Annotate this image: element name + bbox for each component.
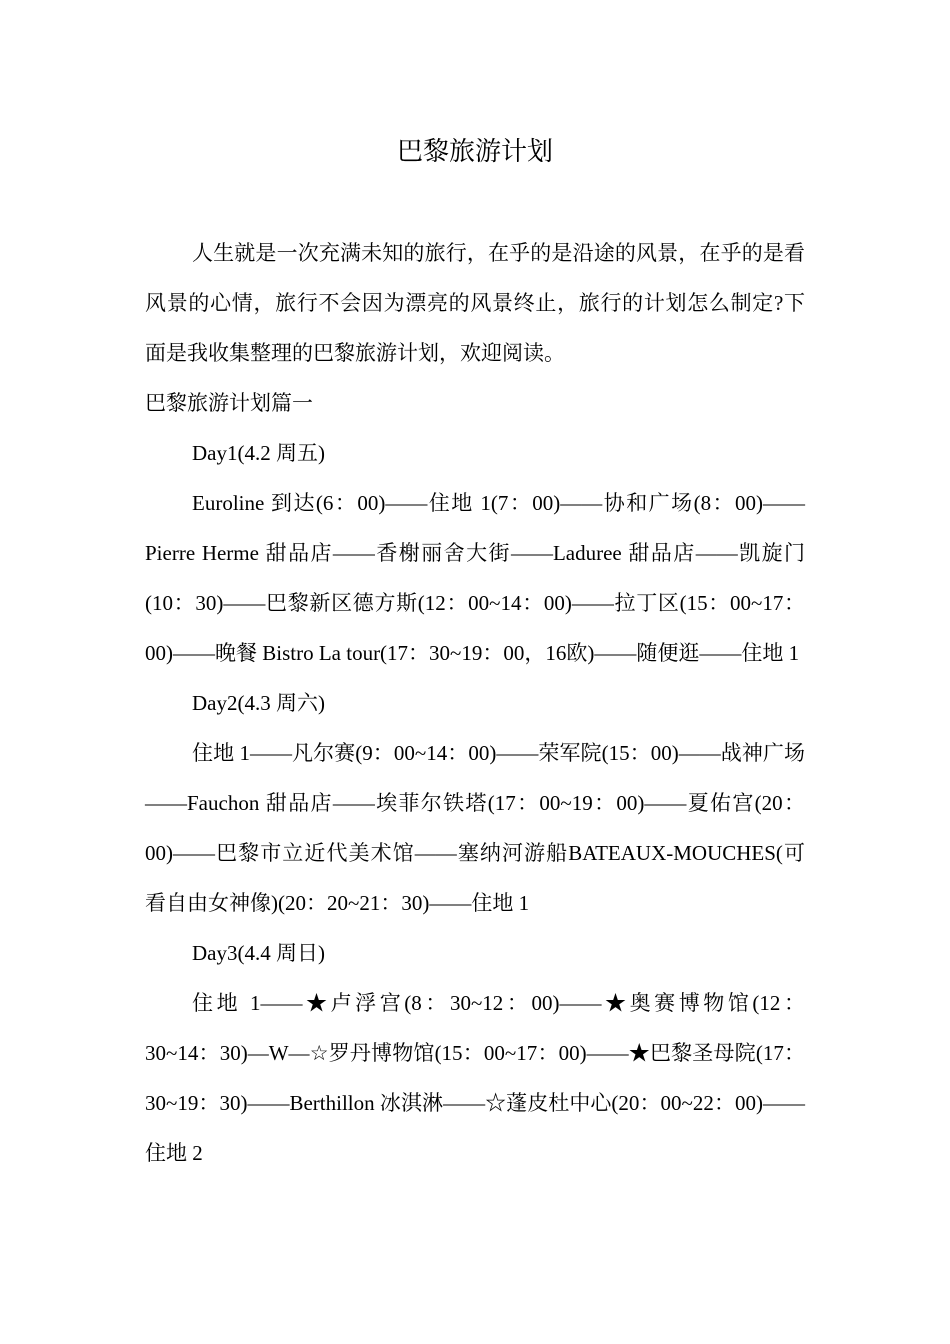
day-route: 住地 1——凡尔赛(9：00~14：00)——荣军院(15：00)——战神广场——Fauchon 甜品店——埃菲尔铁塔(17：00~19：00)——夏佑宫(20：00)——巴黎市立近代美术馆——塞纳河游船BATEAUX-MOUCHES(可看自由女神像)(20：20~21：30)——住地 1 bbox=[145, 741, 805, 915]
document-body bbox=[145, 228, 805, 1178]
day-route: Euroline 到达(6：00)——住地 1(7：00)——协和广场(8：00)——Pierre Herme 甜品店——香榭丽舍大街——Laduree 甜品店——凯旋门(10：30)——巴黎新区德方斯(12：00~14：00)——拉丁区(15：00~17：00)——晚餐 Bistro La tour(17：30~19：00，16欧)——随便逛——住地 1 bbox=[145, 491, 805, 665]
day-label: Day3(4.4 周日) bbox=[192, 941, 325, 965]
intro-paragraph: 人生就是一次充满未知的旅行，在乎的是沿途的风景，在乎的是看风景的心情，旅行不会因为漂亮的风景终止，旅行的计划怎么制定?下面是我收集整理的巴黎旅游计划，欢迎阅读。 bbox=[145, 241, 805, 365]
day-label: Day1(4.2 周五) bbox=[192, 441, 325, 465]
day-label: Day2(4.3 周六) bbox=[192, 691, 325, 715]
document-title: 巴黎旅游计划 bbox=[396, 137, 553, 167]
day-route: 住地 1——★卢浮宫(8：30~12：00)——★奥赛博物馆(12：30~14：30)—W—☆罗丹博物馆(15：00~17：00)——★巴黎圣母院(17：30~19：30)——Berthillon 冰淇淋——☆蓬皮杜中心(20：00~22：00)——住地 2 bbox=[145, 991, 805, 1165]
section-heading: 巴黎旅游计划篇一 bbox=[145, 391, 313, 415]
